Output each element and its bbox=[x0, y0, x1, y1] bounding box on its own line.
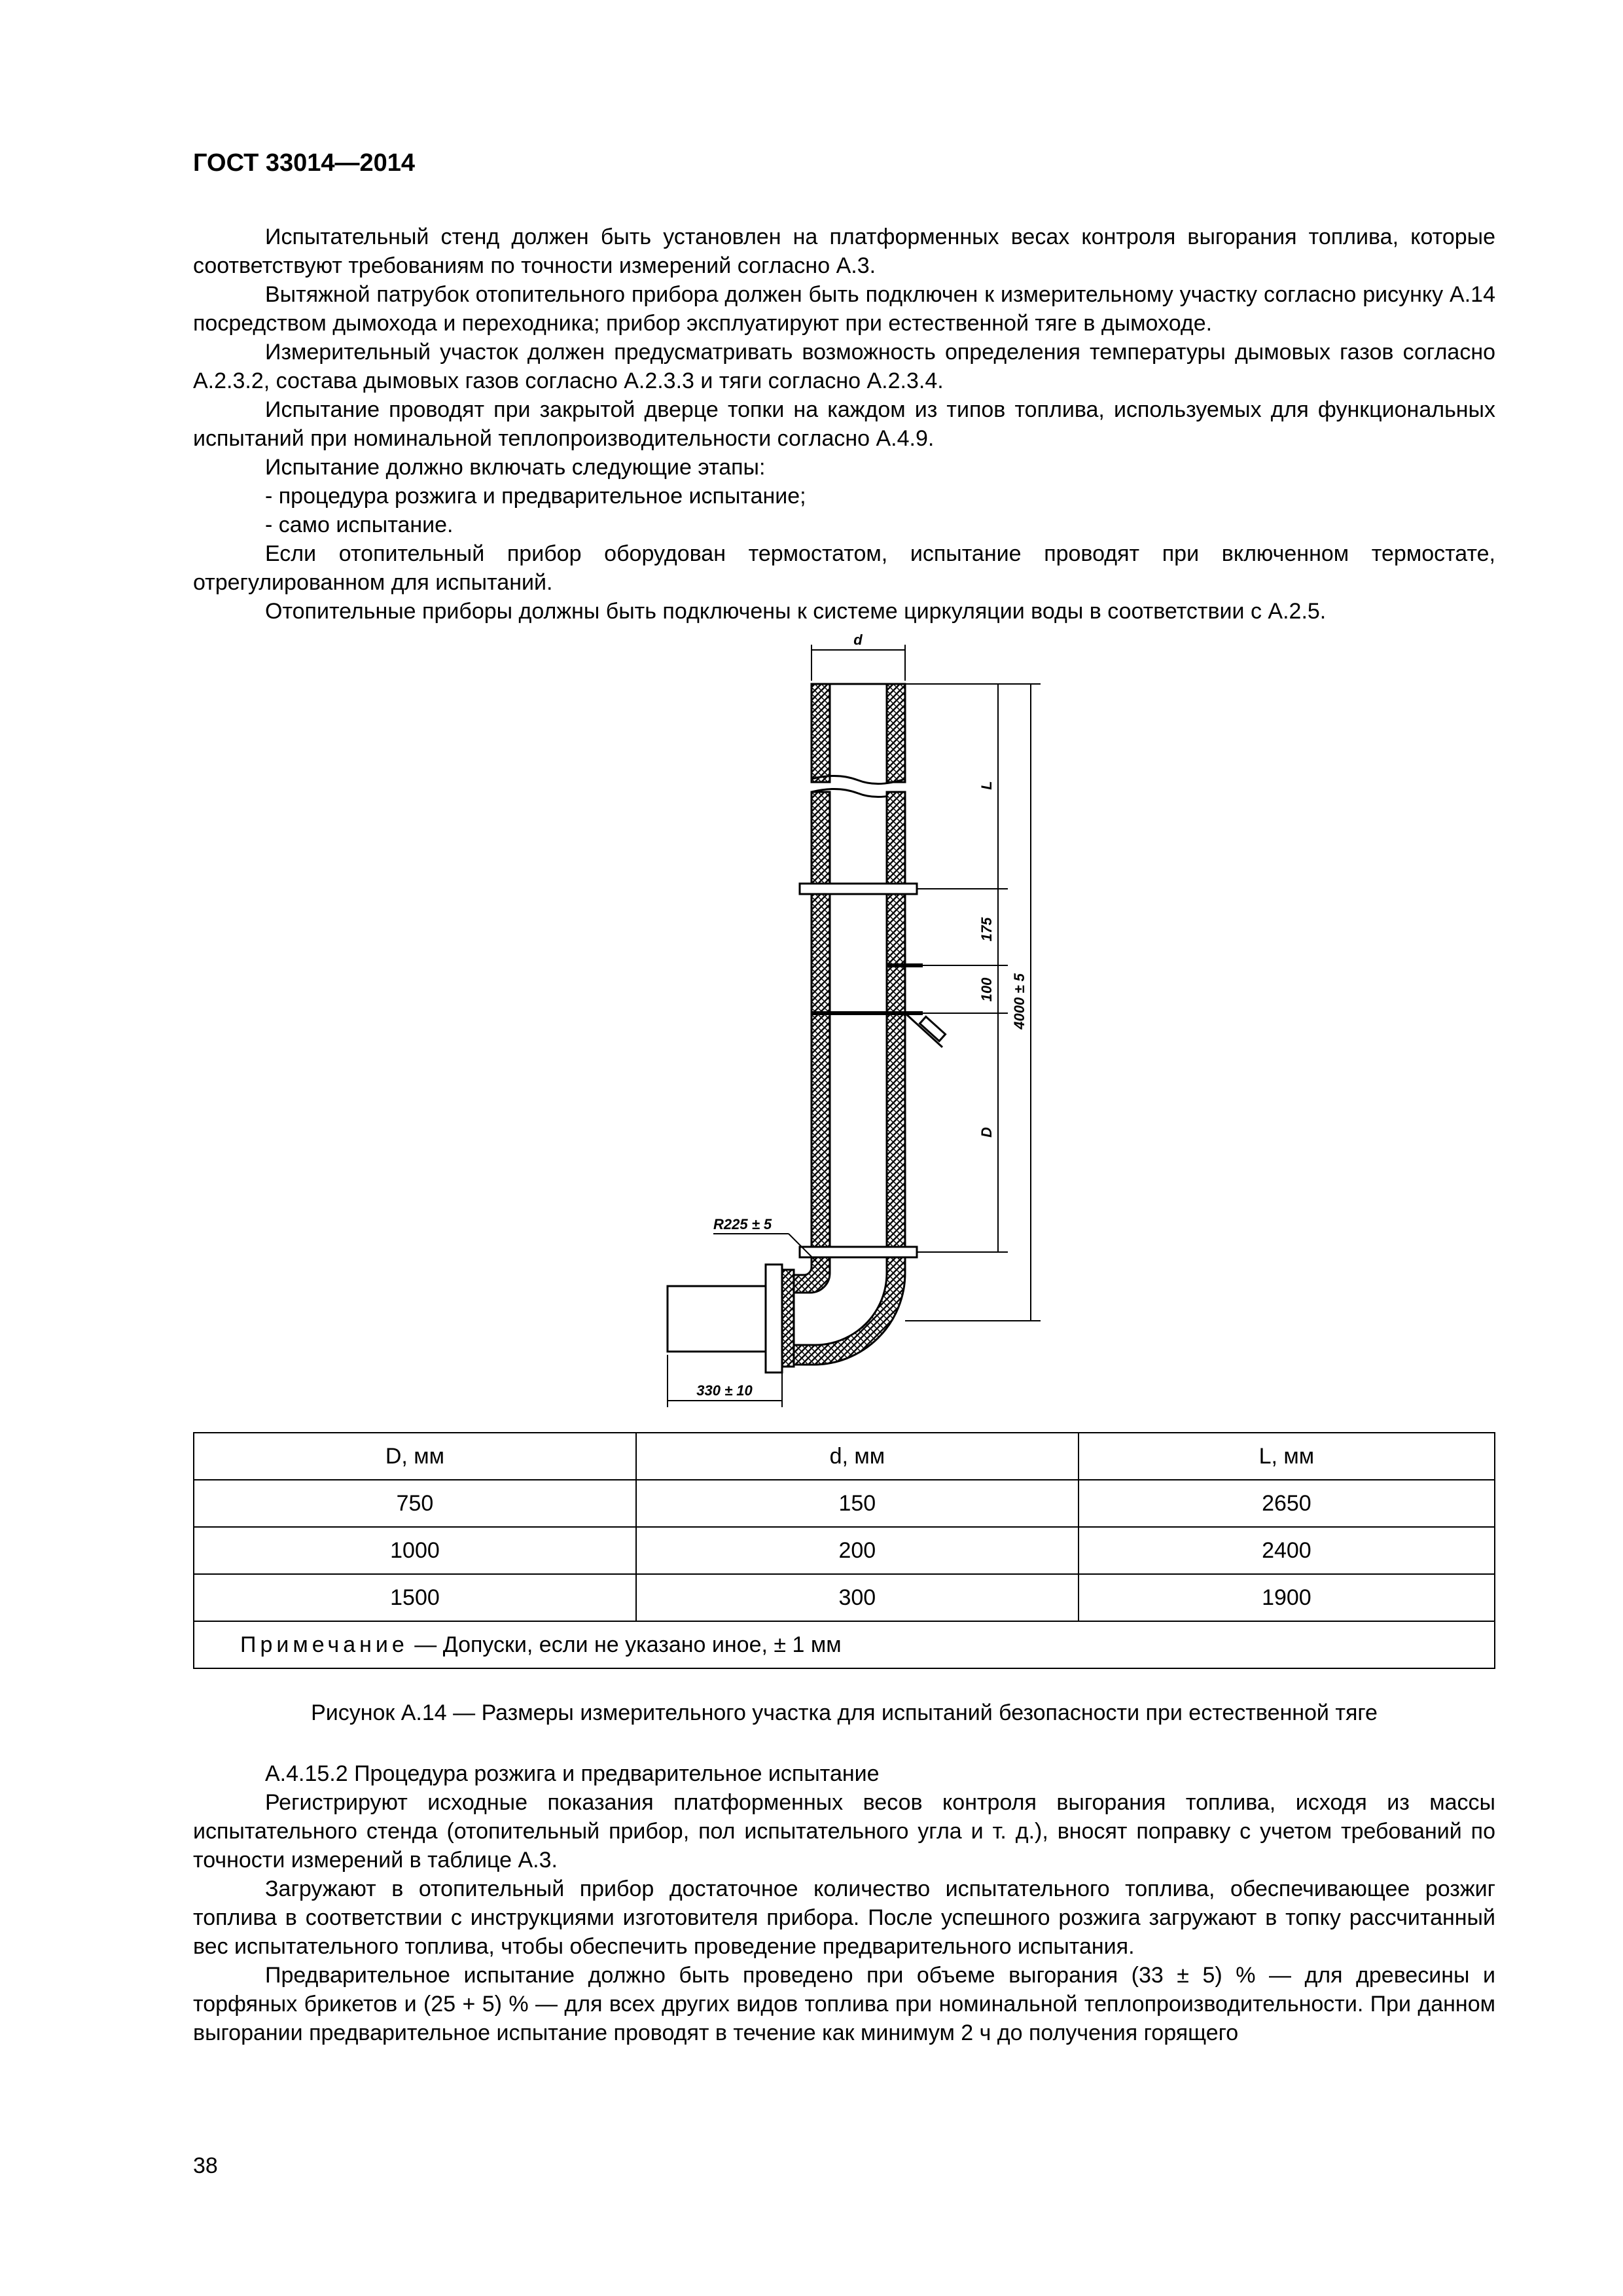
table-cell: 150 bbox=[636, 1480, 1079, 1527]
paragraph: Предварительное испытание должно быть проведено при объеме выгорания (33 ± 5) % — для древесины и торфяных брикетов и (25 + 5) % — для всех других видов топлива при номинальной теплопроизводительности. При данном выгорании предварительное испытание проводят в течение как минимум 2 ч до получения горящего bbox=[193, 1963, 1495, 2045]
pipe-elbow bbox=[668, 1257, 905, 1372]
section-title: А.4.15.2 Процедура розжига и предварительное испытание bbox=[265, 1761, 880, 1786]
body-text bbox=[193, 1759, 1495, 2047]
paragraph: Если отопительный прибор оборудован термостатом, испытание проводят при включенном термостате, отрегулированном для испытаний. bbox=[193, 541, 1495, 595]
paragraph: Отопительные приборы должны быть подключены к системе циркуляции воды в соответствии с А.2.5. bbox=[265, 599, 1327, 624]
paragraph: Испытательный стенд должен быть установлен на платформенных весах контроля выгорания топлива, которые соответствуют требованиям по точности измерений согласно А.3. bbox=[193, 224, 1495, 278]
dim-label-total: 4000 ± 5 bbox=[1011, 973, 1027, 1030]
table-cell: 1500 bbox=[194, 1574, 636, 1621]
note-text: — Допуски, если не указано иное, ± 1 мм bbox=[408, 1632, 842, 1657]
table-cell: 1000 bbox=[194, 1527, 636, 1574]
paragraph: Измерительный участок должен предусматривать возможность определения температуры дымовых газов согласно А.2.3.2, состава дымовых газов согласно А.2.3.3 и тяги согласно А.2.3.4. bbox=[193, 340, 1495, 393]
table-note bbox=[194, 1621, 1495, 1668]
note-label: Примечание bbox=[240, 1632, 408, 1657]
table-cell: 750 bbox=[194, 1480, 636, 1527]
table-cell: 300 bbox=[636, 1574, 1079, 1621]
pipe-top-segment bbox=[812, 684, 905, 784]
dim-label-d: d bbox=[853, 632, 863, 648]
dimensions-table bbox=[193, 1432, 1495, 1669]
list-item: - само испытание. bbox=[265, 512, 454, 537]
paragraph: Загружают в отопительный прибор достаточное количество испытательного топлива, обеспечивающее розжиг топлива в соответствии с инструкциями изготовителя прибора. После успешного розжига загружают в топку рассчитанный вес испытательного топлива, чтобы обеспечить проведение предварительного испытания. bbox=[193, 1876, 1495, 1959]
table-note-row bbox=[194, 1621, 1495, 1668]
page-number: 38 bbox=[193, 2153, 218, 2178]
table-header-cell: L, мм bbox=[1079, 1433, 1495, 1480]
table-row bbox=[194, 1574, 1495, 1621]
table-cell: 200 bbox=[636, 1527, 1079, 1574]
dim-label-330: 330 ± 10 bbox=[696, 1382, 753, 1399]
pipe-main-segment bbox=[800, 789, 946, 1260]
paragraph: Испытание проводят при закрытой дверце топки на каждом из типов топлива, используемых для функциональных испытаний при номинальной теплопроизводительности согласно А.4.9. bbox=[193, 397, 1495, 451]
document-header: ГОСТ 33014—2014 bbox=[193, 149, 416, 177]
table-row bbox=[194, 1527, 1495, 1574]
dim-label-100: 100 bbox=[978, 977, 995, 1002]
table-header-cell: D, мм bbox=[194, 1433, 636, 1480]
table-cell: 2650 bbox=[1079, 1480, 1495, 1527]
table-header-cell: d, мм bbox=[636, 1433, 1079, 1480]
figure-caption: Рисунок А.14 — Размеры измерительного участка для испытаний безопасности при естественной тяге bbox=[311, 1700, 1378, 1725]
dim-label-L: L bbox=[978, 781, 995, 790]
dim-label-radius: R225 ± 5 bbox=[713, 1216, 772, 1232]
dim-label-D: D bbox=[978, 1127, 995, 1138]
dim-label-175: 175 bbox=[978, 917, 995, 942]
table-cell: 1900 bbox=[1079, 1574, 1495, 1621]
paragraph: Испытание должно включать следующие этапы: bbox=[265, 455, 766, 480]
table-header-row bbox=[194, 1433, 1495, 1480]
list-item: - процедура розжига и предварительное испытание; bbox=[265, 484, 806, 509]
paragraph: Вытяжной патрубок отопительного прибора должен быть подключен к измерительному участку согласно рисунку А.14 посредством дымохода и переходника; прибор эксплуатируют при естественной тяге в дымоходе. bbox=[193, 282, 1495, 336]
table-cell: 2400 bbox=[1079, 1527, 1495, 1574]
paragraph: Регистрируют исходные показания платформенных весов контроля выгорания топлива, исходя из массы испытательного стенда (отопительный прибор, пол испытательного угла и т. д.), вносят поправку с учетом требований по точности измерений в таблице А.3. bbox=[193, 1790, 1495, 1873]
table-row bbox=[194, 1480, 1495, 1527]
